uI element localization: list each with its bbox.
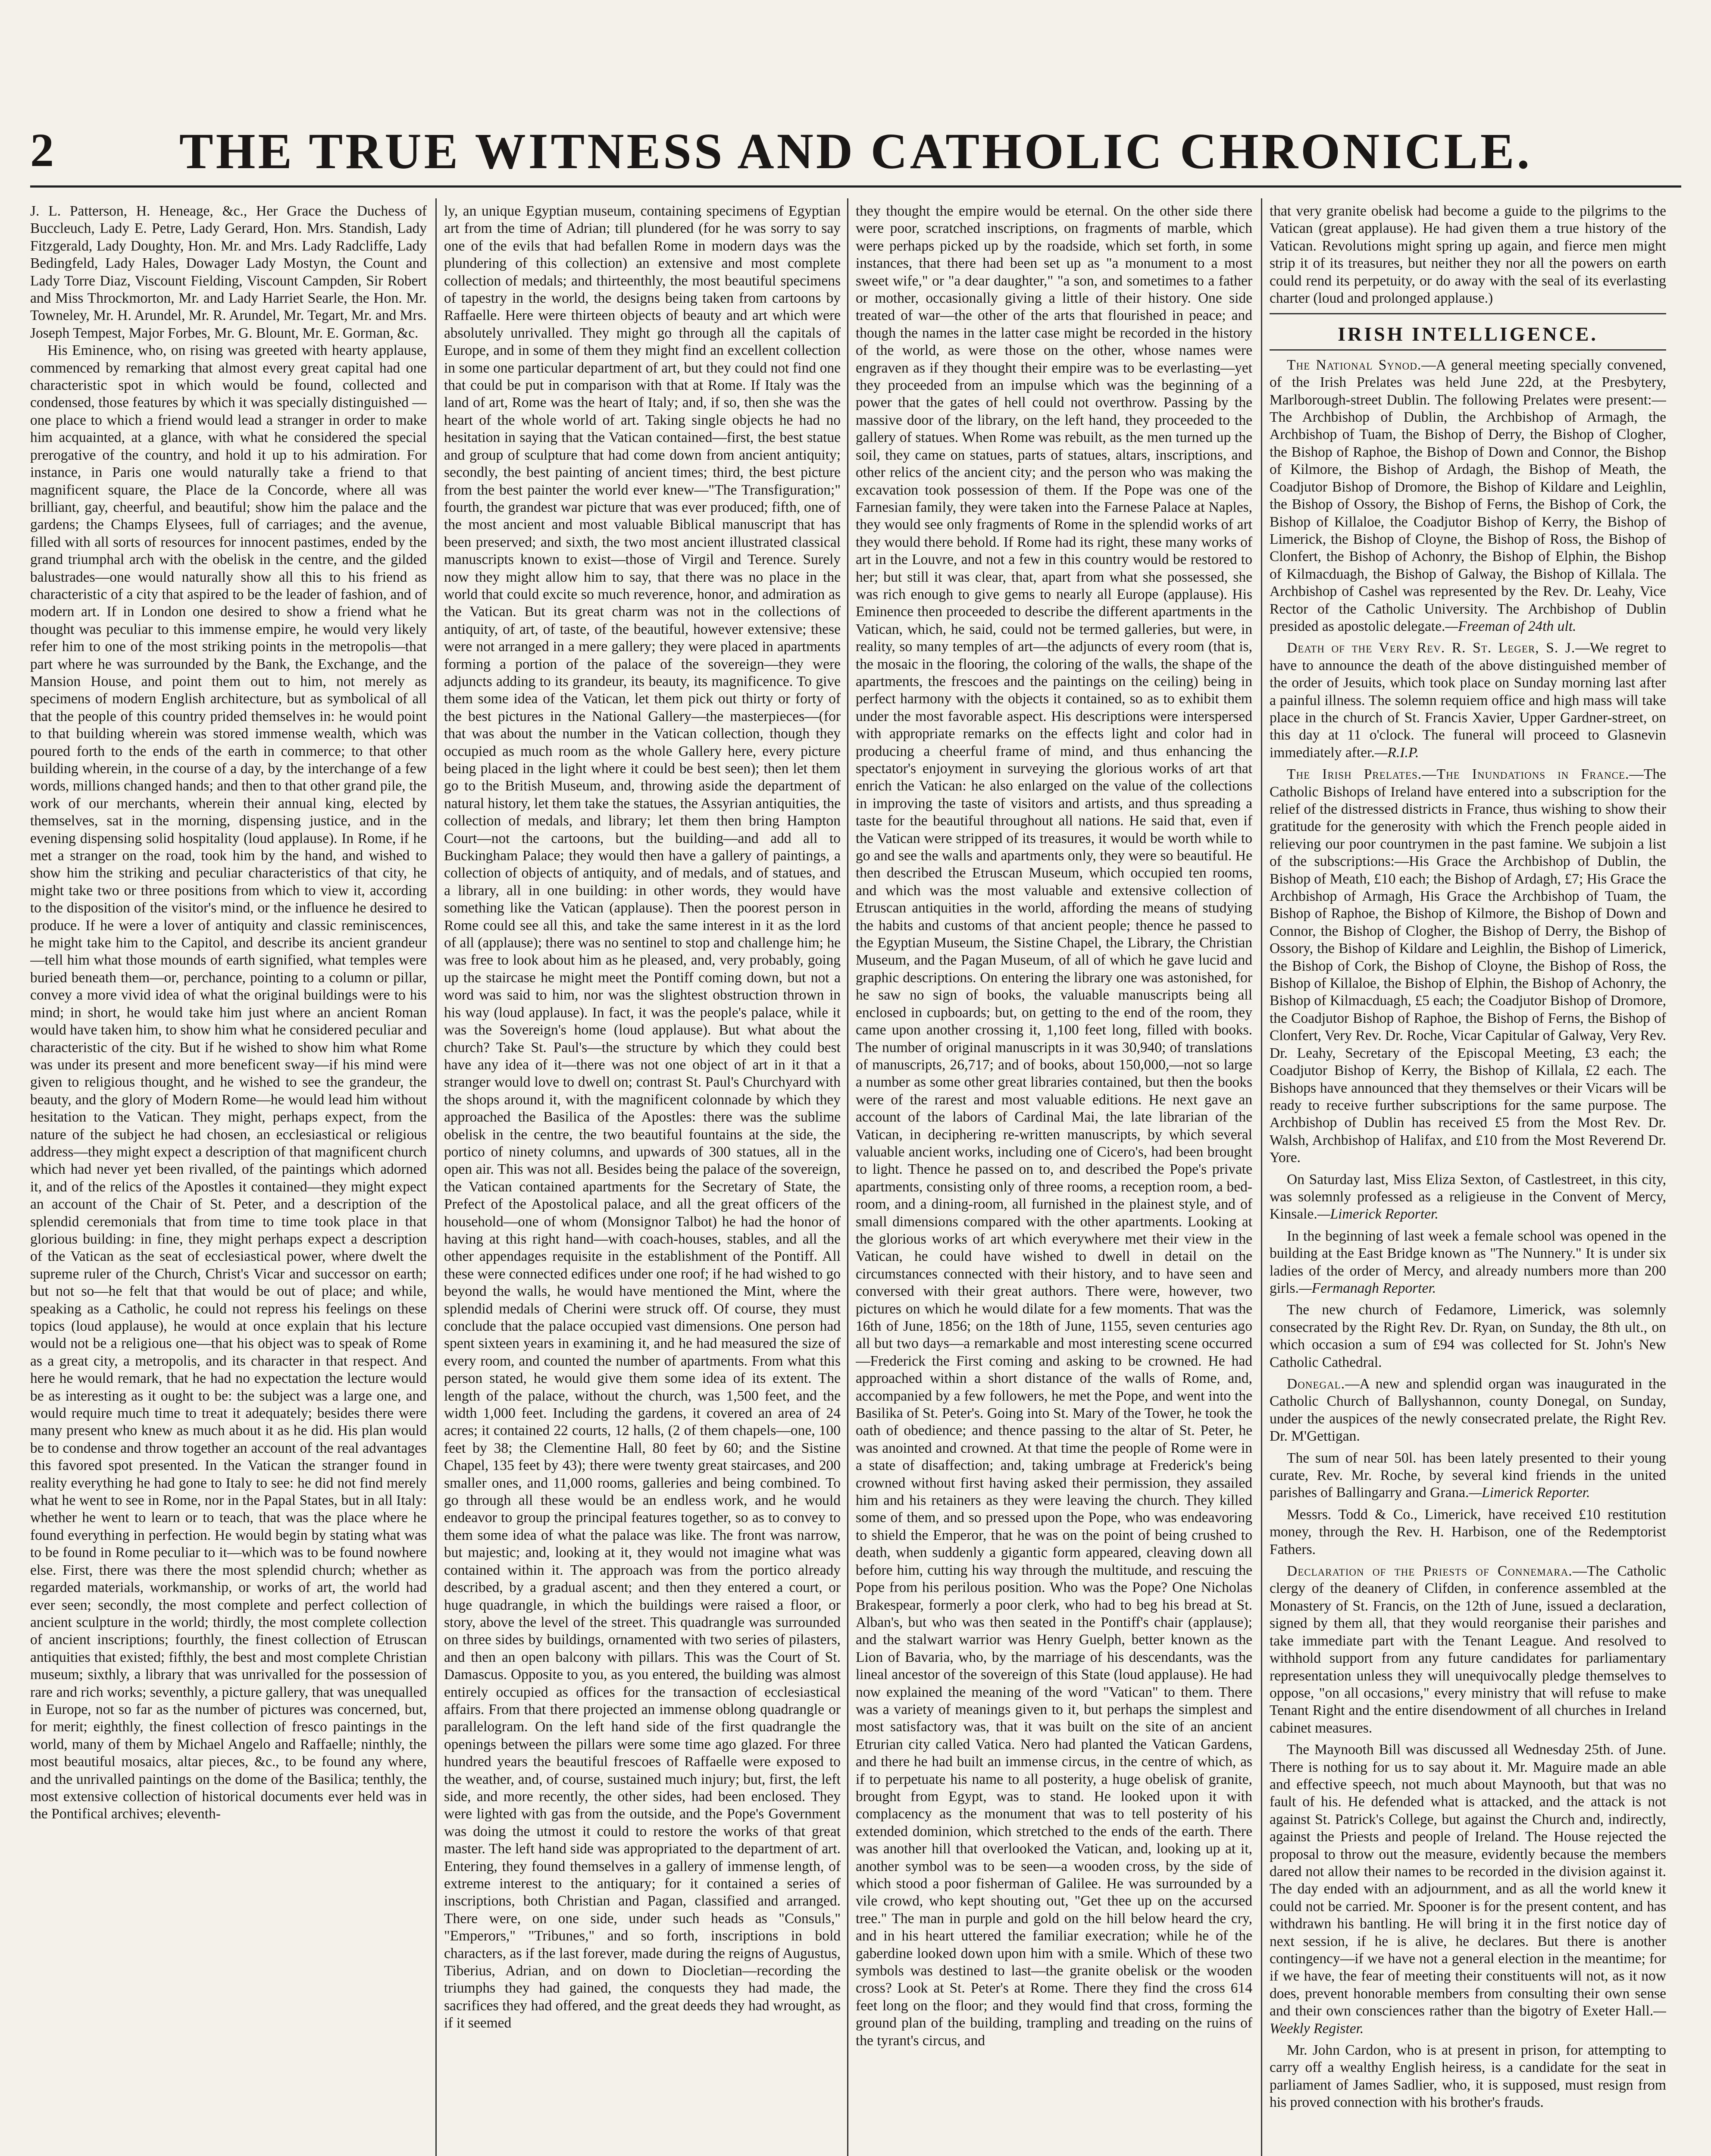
news-item	[1270, 639, 1666, 761]
news-item-source: —Limerick Reporter.	[1317, 1206, 1439, 1222]
news-item	[1270, 1506, 1666, 1558]
news-item-lead: Death of the Very Rev. R. St. Leger, S. J.	[1287, 640, 1576, 656]
news-item	[1270, 1228, 1666, 1297]
news-item-source: —Freeman of 24th ult.	[1445, 618, 1576, 634]
top-margin	[0, 0, 1711, 99]
column-1	[30, 203, 427, 2156]
news-item-source: —Limerick Reporter.	[1469, 1485, 1590, 1501]
column-4	[1270, 203, 1666, 2156]
news-item-text: —The Catholic clergy of the deanery of Clifden, in conference assembled at the Monastery of St. Francis, on the 12th of June, issued a declaration, signed by them all, that they would reorganise their parishes and take immediate part with the Tenant League. And resolved to withhold support from any future candidates for parliamentary representation unless they will unequivocally pledge themselves to oppose, "on all occasions," every ministry that will refuse to make Tenant Right and the entire disendowment of all churches in Ireland cabinet measures.	[1270, 1563, 1666, 1736]
news-item-text: —A new and splendid organ was inaugurated in the Catholic Church of Ballyshannon, county Donegal, on Sunday, under the auspices of the newly consecrated prelate, the Right Rev. Dr. M'Gettigan.	[1270, 1376, 1666, 1445]
column-divider	[435, 198, 437, 2156]
news-item-text: The sum of near 50l. has been lately presented to their young curate, Rev. Mr. Roche, by several kind friends in the united parishes of Ballingarry and Grana.	[1270, 1450, 1666, 1501]
masthead	[30, 110, 1681, 188]
news-item-text: The new church of Fedamore, Limerick, was solemnly consecrated by the Right Rev. Dr. Ryan, on Sunday, the 8th ult., on which occasion a sum of £94 was collected for St. John's New Catholic Cathedral.	[1270, 1302, 1666, 1370]
lecture-paragraph: His Eminence, who, on rising was greeted with hearty applause, commenced by remarking that almost every great capital had one characteristic spot in which would be found, collected and condensed, those features by which it was specially distinguished —one place to which a friend would lead a stranger in order to make him acquainted, at a glance, with what he considered the special prerogative of the country, and hold it up to his admiration. For instance, in Paris one would naturally take a friend to that magnificent square, the Place de la Concorde, where all was brilliant, gay, cheerful, and beautiful; show him the palace and the gardens; the Champs Elysees, full of carriages; and the avenue, filled with all sorts of resources for innocent pastimes, ended by the grand triumphal arch with the obelisk in the centre, and the gilded balustrades—one would naturally show all this to his friend as characteristic of a city that aspired to be the leader of fashion, and of modern art. If in London one desired to show a friend what he thought was peculiar to this immense empire, he would very likely refer him to one of the most striking points in the metropolis—that part where he was surrounded by the Bank, the Exchange, and the Mansion House, and point them out to him, not merely as specimens of modern English architecture, but as symbolical of all that the people of this country prided themselves in: he would point to that building wherein was stored immense wealth, which was poured forth to the ends of the earth in commerce; to that other building wherein, in the course of a day, by the interchange of a few words, millions changed hands; and then to that other grand pile, the work of our merchants, wherein their annual king, elected by themselves, sat in the morning, dispensing justice, and in the evening dispensing solid hospitality (loud applause). In Rome, if he met a stranger on the road, took him by the hand, and wished to show him the striking and peculiar characteristics of that city, he might take two or three positions from which to view it, according to the disposition of the visitor's mind, or the influence he desired to produce. If he were a lover of antiquity and classic reminiscences, he might take him to the Capitol, and describe its ancient grandeur—tell him what those mounds of earth signified, what temples were buried beneath them—or, perchance, pointing to a column or pillar, convey a more vivid idea of what the original buildings were to his mind; in short, he would take him just where an ancient Roman would have taken him, to show him what he considered peculiar and characteristic of the city. But if he wished to show him what Rome was under its present and more beneficent sway—if his mind were given to religious thought, and he wished to see the grandeur, the beauty, and the glory of Modern Rome—he would lead him without hesitation to the Vatican. They might, perhaps expect, from the nature of the subject he had chosen, an ecclesiastical or religious address—they might expect a description of that magnificent church which had never yet been rivalled, of the paintings which adorned it, and of the relics of the Apostles it contained—they might expect an account of the Chair of St. Peter, and a description of the splendid ceremonials that from time to time took place in that glorious building: in fine, they might perhaps expect a description of the Vatican as the seat of ecclesiastical power, where dwelt the supreme ruler of the Church, Christ's Vicar and successor on earth; but not so—he felt that that would be out of place; and while, speaking as a Catholic, he could not repress his feelings on these topics (loud applause), he would at once explain that his lecture would not be a religious one—that his object was to speak of Rome as a great city, a metropolis, and its character in that respect. And here he would remark, that he had no expectation the lecture would be as interesting as it ought to be: the subject was a large one, and would require much time to treat it adequately; besides there were many present who knew as much about it as he did. His plan would be to condense and throw together an account of the real advantages this favored spot presented. In the Vatican the stranger found in reality everything he had gone to Italy to see: he did not find merely what he went to see in Rome, nor in the Papal States, but in all Italy: whether he went to learn or to teach, that was the place where he found everything in perfection. He would begin by stating what was to be found in Rome peculiar to it—which was to be found nowhere else. First, there was there the most splendid church; whether as regarded materials, workmanship, or works of art, the world had ever seen; secondly, the most complete and perfect collection of ancient sculpture in the world; thirdly, the most complete collection of ancient inscriptions; fourthly, the finest collection of Etruscan antiquities that existed; fifthly, the best and most complete Christian museum; sixthly, a library that was unrivalled for the possession of rare and rich works; seventhly, a picture gallery, that was unequalled in Europe, not so far as the number of pictures was concerned, but, for merit; eighthly, the finest collection of fresco paintings in the world, many of them by Michael Angelo and Raffaelle; ninthly, the most beautiful mosaics, altar pieces, &c., to be found any where, and the unrivalled paintings on the dome of the Basilica; tenthly, the most extensive collection of historical documents ever held was in the Pontifical archives; eleventh-	[30, 342, 427, 1822]
news-item-text: —We regret to have to announce the death of the above distinguished member of the order of Jesuits, which took place on Sunday morning last after a painful illness. The solemn requiem office and high mass will take place in the church of St. Francis Xavier, Upper Gardner-street, on this day at 11 o'clock. The funeral will proceed to Glasnevin immediately after.	[1270, 640, 1666, 761]
lecture-conclusion: that very granite obelisk had become a guide to the pilgrims to the Vatican (great applause). He had given them a true history of the Vatican. Revolutions might spring up again, and fierce men might strip it of its treasures, but neither they nor all the powers on earth could rend its perpetuity, or do away with the seal of its everlasting charter (loud and prolonged applause.)	[1270, 203, 1666, 307]
newspaper-title: THE TRUE WITNESS AND CATHOLIC CHRONICLE.	[179, 123, 1533, 179]
news-item	[1270, 357, 1666, 636]
news-item	[1270, 1171, 1666, 1223]
news-item-text: Messrs. Todd & Co., Limerick, have received £10 restitution money, through the Rev. H. Harbison, one of the Redemptorist Fathers.	[1270, 1506, 1666, 1557]
news-item	[1270, 1741, 1666, 2037]
news-item	[1270, 1301, 1666, 1371]
section-rule	[1270, 349, 1666, 351]
news-item	[1270, 1376, 1666, 1445]
news-item-source: —Fermanagh Reporter.	[1298, 1280, 1436, 1296]
news-item-text: Mr. John Cardon, who is at present in prison, for attempting to carry off a wealthy English heiress, is a candidate for the seat in parliament of James Sadlier, who, it is supposed, must resign from his proved connection with his brother's frauds.	[1270, 2042, 1666, 2111]
masthead-rule	[30, 185, 1681, 188]
news-item-text: The Maynooth Bill was discussed all Wednesday 25th. of June. There is nothing for us to say about it. Mr. Maguire made an able and effective speech, not much about Maynooth, but that was no fault of his. He defended what is attacked, and the attack is not against St. Patrick's College, but against the Church and, indirectly, against the Priests and people of Ireland. The House rejected the proposal to throw out the measure, evidently because the members dared not allow their names to be recorded in the division against it. The day ended with an adjournment, and as all the world knew it could not be carried. Mr. Spooner is for the present content, and has withdrawn his bantling. He will bring it in the first notice day of next session, if he is alive, he declares. But there is another contingency—if we have not a general election in the meantime; for if we have, the fear of meeting their constituents will not, as it now does, prevent honorable members from consulting their own sense and their own consciences rather than the bigotry of Exeter Hall.	[1270, 1742, 1666, 2019]
news-items	[1270, 357, 1666, 2112]
news-item-text: —The Catholic Bishops of Ireland have entered into a subscription for the relief of the distressed districts in France, thus wishing to show their gratitude for the generosity with which the French people aided in relieving our poor countrymen in the past famine. We subjoin a list of the subscriptions:—His Grace the Archbishop of Dublin, the Bishop of Meath, £10 each; the Bishop of Ardagh, £7; His Grace the Archbishop of Armagh, His Grace the Archbishop of Tuam, the Bishop of Raphoe, the Bishop of Kilmore, the Bishop of Down and Connor, the Bishop of Clogher, the Bishop of Derry, the Bishop of Ossory, the Bishop of Kildare and Leighlin, the Bishop of Limerick, the Bishop of Cork, the Bishop of Cloyne, the Bishop of Ross, the Bishop of Killaloe, the Bishop of Elphin, the Bishop of Achonry, the Bishop of Kilmacduagh, £5 each; the Coadjutor Bishop of Dromore, the Coadjutor Bishop of Raphoe, the Bishop of Ferns, the Bishop of Clonfert, Very Rev. Dr. Roche, Vicar Capitular of Galway, Very Rev. Dr. Leahy, Secretary of the Episcopal Meeting, £3 each; the Coadjutor Bishop of Kerry, the Bishop of Killala, £2 each. The Bishops have announced that they themselves or their Vicars will be ready to receive further subscriptions for the same purpose. The Archbishop of Dublin has received £5 from the Most Rev. Dr. Walsh, Archbishop of Halifax, and £10 from the Most Reverend Dr. Yore.	[1270, 766, 1666, 1166]
news-item-text: —A general meeting specially convened, of the Irish Prelates was held June 22d, at the Presbytery, Marlborough-street Dublin. The following Prelates were present:—The Archbishop of Dublin, the Archbishop of Armagh, the Archbishop of Tuam, the Bishop of Derry, the Bishop of Clogher, the Bishop of Raphoe, the Bishop of Down and Connor, the Bishop of Kilmore, the Bishop of Ardagh, the Bishop of Meath, the Coadjutor Bishop of Dromore, the Bishop of Kildare and Leighlin, the Bishop of Ossory, the Bishop of Ferns, the Bishop of Cork, the Bishop of Killaloe, the Coadjutor Bishop of Kerry, the Bishop of Limerick, the Bishop of Cloyne, the Bishop of Ross, the Bishop of Clonfert, the Bishop of Achonry, the Bishop of Elphin, the Bishop of Kilmacduagh, the Bishop of Galway, the Bishop of Killala. The Archbishop of Cashel was represented by the Rev. Dr. Leahy, Vice Rector of the Catholic University. The Archbishop of Dublin presided as apostolic delegate.	[1270, 357, 1666, 634]
lecture-paragraph: ly, an unique Egyptian museum, containing specimens of Egyptian art from the time of Adrian; till plundered (for he was sorry to say one of the evils that had befallen Rome in modern days was the plundering of this collection) an extensive and most complete collection of medals; and thirteenthly, the most beautiful specimens of tapestry in the world, the designs being taken from cartoons by Raffaelle. Here were thirteen objects of beauty and art which were absolutely unrivalled. They might go through all the capitals of Europe, and in some of them they might find an excellent collection in some one particular department of art, but they could not find one that could be put in comparison with that at Rome. If Italy was the land of art, Rome was the heart of Italy; and, if so, then she was the heart of the whole world of art. Taking single objects he had no hesitation in saying that the Vatican contained—first, the best statue and group of sculpture that had come down from ancient antiquity; secondly, the best painting of ancient times; third, the best picture from the best painter the world ever knew—"The Transfiguration;" fourth, the grandest war picture that was ever produced; fifth, one of the most ancient and most valuable Biblical manuscript that has been preserved; and sixth, the two most ancient illustrated classical manuscripts known to exist—those of Virgil and Terence. Surely now they might allow him to say, that there was no place in the world that could excite so much reverence, honor, and admiration as the Vatican. But its great charm was not in the collections of antiquity, of art, of taste, of the beautiful, however extensive; these were not arranged in a mere gallery; they were placed in apartments forming a portion of the palace of the sovereign—they were adjuncts adding to its grandeur, its beauty, its magnificence. To give them some idea of the Vatican, let them pick out thirty or forty of the best pictures in the National Gallery—the masterpieces—(for that was about the number in the Vatican collection, though they occupied as much room as the whole Gallery here, every picture being placed in the light where it could be best seen); then let them go to the British Museum, and, throwing aside the department of natural history, let them take the statues, the Assyrian antiquities, the collection of medals, and library; let them then bring Hampton Court—not the cartoons, but the building—and add all to Buckingham Palace; they would then have a gallery of paintings, a collection of objects of antiquity, and of medals, and of statues, and a library, all in one building: in other words, they would have something like the Vatican (applause). Then the poorest person in Rome could see all this, and take the same interest in it as the lord of all (applause); there was no sentinel to stop and challenge him; he was free to look about him as he pleased, and, very probably, going up the staircase he might meet the Pontiff coming down, but not a word was said to him, nor was the slightest obstruction thrown in his way (loud applause). In fact, it was the people's palace, while it was the Sovereign's home (loud applause). But what about the church? Take St. Paul's—the structure by which they could best have any idea of it—there was not one object of art in it that a stranger would love to dwell on; contrast St. Paul's Churchyard with the shops around it, with the magnificent colonnade by which they approached the Basilica of the Apostles: there was the sublime obelisk in the centre, the two beautiful fountains at the side, the portico of ninety columns, and upwards of 300 statues, all in the open air. This was not all. Besides being the palace of the sovereign, the Vatican contained apartments for the Secretary of State, the Prefect of the Apostolical palace, and all the great officers of the household—one of whom (Monsignor Talbot) he had the honor of having at this right hand—with coach-houses, stables, and all the other appendages requisite in the establishment of the Pontiff. All these were connected edifices under one roof; if he had wished to go beyond the walls, he would have mentioned the Mint, where the splendid medals of Cherini were struck off. Of course, they must conclude that the palace occupied vast dimensions. One person had spent sixteen years in examining it, and he had measured the size of every room, and counted the number of apartments. From what this person stated, he would give them some idea of its extent. The length of the palace, without the church, was 1,500 feet, and the width 1,000 feet. Including the gardens, it covered an area of 24 acres; it contained 22 courts, 12 halls, (2 of them chapels—one, 100 feet by 38; the Clementine Hall, 80 feet by 60; and the Sistine Chapel, 135 feet by 43); there were twenty great staircases, and 200 smaller ones, and 11,000 rooms, galleries and being combined. To go through all these would be an endless work, and he would endeavor to group the principal features together, so as to convey to them some idea of what the palace was like. The front was narrow, but majestic; and, looking at it, they would not imagine what was contained within it. The approach was from the portico already described, by a gradual ascent; and then they entered a court, or huge quadrangle, in which the buildings were raised a floor, or story, above the level of the street. This quadrangle was surrounded on three sides by buildings, ornamented with two series of pilasters, and then an open balcony with pillars. This was the Court of St. Damascus. Opposite to you, as you entered, the building was almost entirely occupied as offices for the transaction of ecclesiastical affairs. From that there projected an immense oblong quadrangle or parallelogram. On the left hand side of the first quadrangle the openings between the pillars were some time ago glazed. For three hundred years the beautiful frescoes of Raffaelle were exposed to the weather, and, of course, sustained much injury; but, first, the left side, and more recently, the other sides, had been enclosed. They were lighted with gas from the outside, and the Pope's Government was doing the utmost it could to restore the works of that great master. The left hand side was appropriated to the department of art. Entering, they found themselves in a gallery of immense length, of extreme interest to the antiquary; for it contained a series of inscriptions, both Christian and Pagan, classified and arranged. There were, on one side, under such heads as "Consuls," "Emperors," "Tribunes," and so forth, inscriptions in bold characters, as if the last forever, made during the reigns of Augustus, Tiberius, Adrian, and on down to Diocletian—recording the triumphs they had gained, the conquests they had made, the sacrifices they had offered, and the great deeds they had wrought, as if it seemed	[444, 203, 841, 2031]
news-item-lead: The Irish Prelates.—The Inundations in France.	[1287, 766, 1630, 783]
section-heading: IRISH INTELLIGENCE.	[1338, 323, 1598, 345]
news-item-lead: Declaration of the Priests of Connemara.	[1287, 1563, 1573, 1579]
news-item	[1270, 1450, 1666, 1502]
news-item-text: On Saturday last, Miss Eliza Sexton, of Castlestreet, in this city, was solemnly professed as a religieuse in the Convent of Mercy, Kinsale.	[1270, 1171, 1666, 1222]
news-item-source: —R.I.P.	[1374, 744, 1419, 761]
news-item	[1270, 1563, 1666, 1737]
news-item	[1270, 766, 1666, 1166]
section-rule	[1270, 313, 1666, 314]
page-number: 2	[30, 124, 54, 176]
news-item-source: —Weekly Register.	[1270, 2003, 1666, 2037]
lecture-paragraph: they thought the empire would be eternal. On the other side there were poor, scratched inscriptions, on fragments of marble, which were perhaps picked up by the roadside, which set forth, in some instances, that there had been set up as "a monument to a most sweet wife," or "a dear daughter," "a son, and sometimes to a father or mother, occasionally giving a little of their history. One side treated of war—the other of the arts that flourished in peace; and though the names in the latter case might be recorded in the history of the world, as were those on the other, whose names were engraven as if they thought their empire was to be everlasting—yet they proceeded from an impulse which was the beginning of a power that the gates of hell could not overthrow. Passing by the massive door of the library, on the left hand, they proceeded to the gallery of statues. When Rome was rebuilt, as the men turned up the soil, they came on statues, parts of statues, altars, inscriptions, and other relics of the ancient city; and the person who was making the excavation took possession of them. If the Pope was one of the Farnesian family, they were taken into the Farnese Palace at Naples, they would see only fragments of Rome in the splendid works of art they would there behold. If Rome had its right, these many works of art in the Louvre, and not a few in this country would be restored to her; but still it was clear, that, apart from what she possessed, she was rich enough to give gems to nearly all Europe (applause). His Eminence then proceeded to describe the different apartments in the Vatican, which, he said, could not be termed galleries, but were, in reality, so many temples of art—the adjuncts of every room (that is, the mosaic in the flooring, the coloring of the walls, the shape of the apartments, the frescoes and the paintings on the ceiling) being in perfect harmony with the objects it contained, so as to exhibit them under the most favorable aspect. His descriptions were interspersed with appropriate remarks on the effects light and color had in producing a cheerful frame of mind, and thus enhancing the spectator's enjoyment in surveying the glorious works of art that enrich the Vatican: he also enlarged on the value of the collections in improving the taste of visitors and artists, and thus spreading a taste for the beautiful throughout all nations. He said that, even if the Vatican were stripped of its treasures, it would be worth while to go and see the walls and apartments only, they were so beautiful. He then described the Etruscan Museum, which occupied ten rooms, and which was the most valuable and extensive collection of Etruscan antiquities in the world, affording the means of studying the habits and customs of that ancient people; thence he passed to the Egyptian Museum, the Sistine Chapel, the Library, the Christian Museum, and the Pagan Museum, of all of which he gave lucid and graphic descriptions. On entering the library one was astonished, for he saw no sign of books, the valuable manuscripts being all enclosed in cupboards; but, on getting to the end of the room, they came upon another crossing it, 1,100 feet long, filled with books. The number of original manuscripts in it was 30,940; of translations of manuscripts, 26,717; and of books, about 150,000,—not so large a number as some other great libraries contained, but then the books were of the rarest and most valuable editions. He next gave an account of the labors of Cardinal Mai, the late librarian of the Vatican, in deciphering re-written manuscripts, by which several valuable ancient works, including one of Cicero's, had been brought to light. Thence he passed on to, and described the Pope's private apartments, consisting only of three rooms, a reception room, a bed-room, and a dining-room, all furnished in the plainest style, and of small dimensions compared with the other apartments. Looking at the glorious works of art which everywhere met their view in the Vatican, he could have wished to dwell in detail on the circumstances connected with their history, and to have seen and conversed with their great authors. There were, however, two pictures on which he would dilate for a few moments. That was the 16th of June, 1856; on the 18th of June, 1155, seven centuries ago all but two days—a remarkable and most interesting scene occurred—Frederick the First coming and asking to be crowned. He had approached within a short distance of the walls of Rome, and, accompanied by a few followers, he met the Pope, and went into the Basilika of St. Peter's. Going into St. Mary of the Tower, he took the oath of obedience; and thence passing to the altar of St. Peter, he was anointed and crowned. At that time the people of Rome were in a state of disaffection; and, taking umbrage at Frederick's being crowned without first having asked their permission, they assailed him and his retainers as they were leaving the church. They killed some of them, and so pressed upon the Pope, who was endeavoring to shield the Emperor, that he was on the point of being crushed to death, when suddenly a gigantic form appeared, cleaving down all before him, cutting his way through the multitude, and rescuing the Pope from his perilous position. Who was the Pope? One Nicholas Brakespear, formerly a poor clerk, who had to beg his bread at St. Alban's, but who was then seated in the Pontiff's chair (applause); and the stalwart warrior was Henry Guelph, better known as the Lion of Bavaria, who, by the marriage of his descendants, was the lineal ancestor of the sovereign of this State (loud applause). He had now explained the meaning of the word "Vatican" to them. There was a variety of meanings given to it, but perhaps the simplest and most satisfactory was, that it was built on the site of an ancient Etrurian city called Vatica. Nero had planted the Vatican Gardens, and there he had built an immense circus, in the centre of which, as if to perpetuate his name to all posterity, a huge obelisk of granite, brought from Egypt, was to stand. He looked upon it with complacency as the monument that was to tell posterity of his extended dominion, which stretched to the ends of the earth. There was another hill that overlooked the Vatican, and, looking up at it, another symbol was to be seen—a wooden cross, by the side of which stood a poor fisherman of Galilee. He was surrounded by a vile crowd, who kept shouting out, "Get thee up on the accursed tree." The man in purple and gold on the hill below heard the cry, and in his heart uttered the familiar execration; while he of the gaberdine looked down upon him with a smile. Which of these two symbols was destined to last—the granite obelisk or the wooden cross? Look at St. Peter's at Rome. There they find the cross 614 feet long on the floor; and they would find that cross, forming the ground plan of the building, trampling and treading on the ruins of the tyrant's circus, and	[856, 203, 1252, 2049]
column-divider	[847, 198, 848, 2156]
news-item-text: In the beginning of last week a female school was opened in the building at the East Bridge known as "The Nunnery." It is under six ladies of the order of Mercy, and already numbers more than 200 girls.	[1270, 1228, 1666, 1296]
attendee-list: J. L. Patterson, H. Heneage, &c., Her Grace the Duchess of Buccleuch, Lady E. Petre, Lady Gerard, Hon. Mrs. Standish, Lady Fitzgerald, Lady Doughty, Hon. Mr. and Mrs. Lady Radcliffe, Lady Bedingfeld, Lady Hales, Dowager Lady Mostyn, the Count and Lady Torre Diaz, Viscount Fielding, Viscount Campden, Sir Robert and Miss Throckmorton, Mr. and Lady Harriet Searle, the Hon. Mr. Towneley, Mr. H. Arundel, Mr. R. Arundel, Mr. Tegart, Mr. and Mrs. Joseph Tempest, Major Forbes, Mr. G. Blount, Mr. E. Gorman, &c.	[30, 203, 427, 341]
column-2	[444, 203, 841, 2156]
column-3	[856, 203, 1252, 2156]
news-item	[1270, 2042, 1666, 2112]
column-divider	[1261, 198, 1262, 2156]
news-item-lead: The National Synod.	[1287, 357, 1422, 373]
news-item-lead: Donegal.	[1287, 1376, 1345, 1392]
